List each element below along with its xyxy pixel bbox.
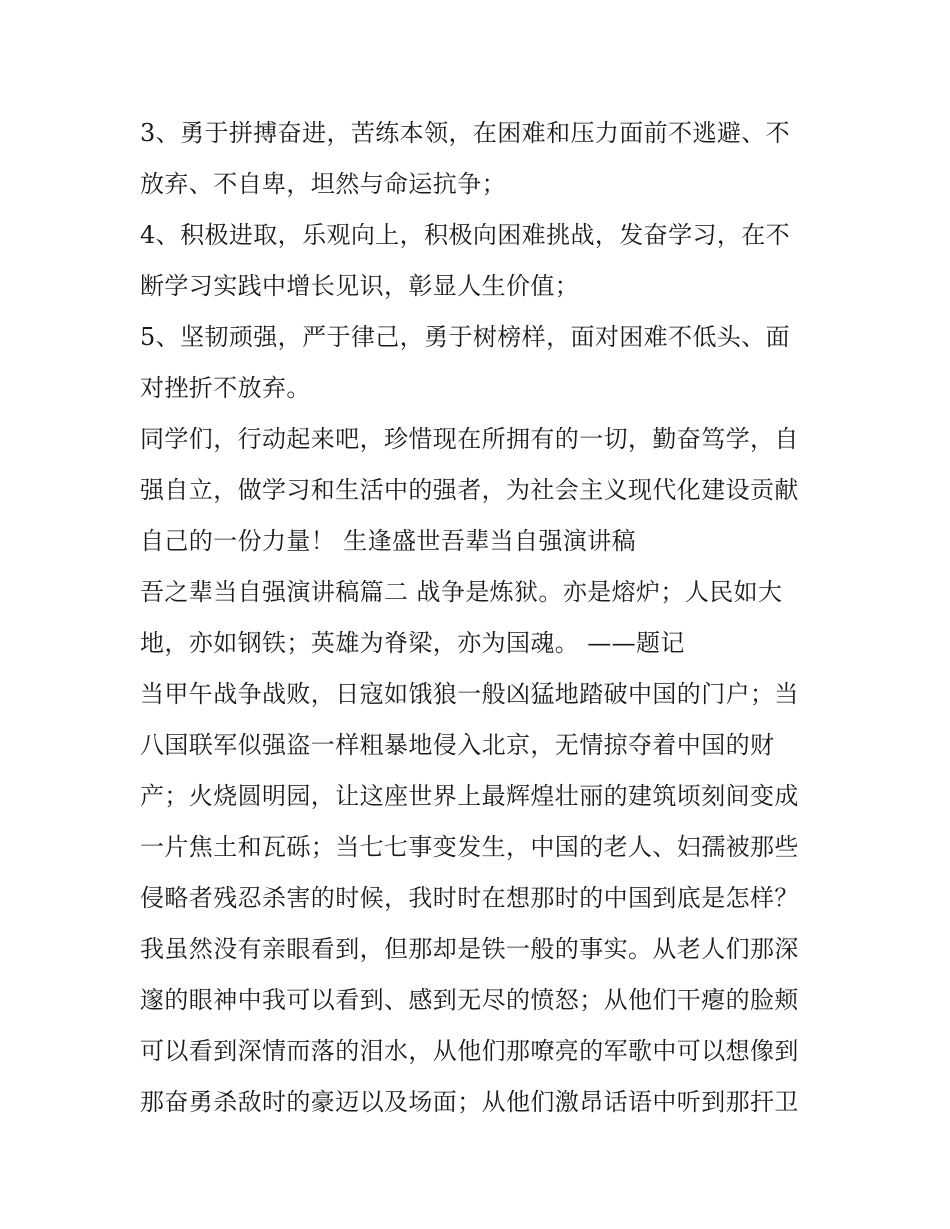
body-text (140, 108, 820, 1128)
text-line-7: 同学们，行动起来吧，珍惜现在所拥有的一切，勤奋笃学，自 (140, 425, 799, 453)
text-line-9: 自己的一份力量！ 生逢盛世吾辈当自强演讲稿 (140, 527, 637, 555)
text-line-18: 邃的眼神中我可以看到、感到无尽的愤怒；从他们干瘪的脸颊 (140, 986, 799, 1014)
text-line-15: 一片焦土和瓦砾；当七七事变发生，中国的老人、妇孺被那些 (140, 833, 799, 861)
text-line-13: 八国联军似强盗一样粗暴地侵入北京，无情掠夺着中国的财 (140, 731, 775, 759)
text-line-5: 5、坚韧顽强，严于律己，勇于树榜样，面对困难不低头、面 (140, 323, 791, 351)
text-line-1: 3、勇于拼搏奋进，苦练本领，在困难和压力面前不逃避、不 (140, 119, 791, 147)
text-line-6: 对挫折不放弃。 (140, 374, 311, 402)
text-line-2: 放弃、不自卑，坦然与命运抗争； (140, 170, 506, 198)
text-line-11: 地，亦如钢铁；英雄为脊梁，亦为国魂。 ——题记 (140, 629, 685, 657)
text-line-8: 强自立，做学习和生活中的强者，为社会主义现代化建设贡献 (140, 476, 799, 504)
text-line-14: 产；火烧圆明园，让这座世界上最辉煌壮丽的建筑顷刻间变成 (140, 782, 799, 810)
text-line-20: 那奋勇杀敌时的豪迈以及场面；从他们激昂话语中听到那扞卫 (140, 1088, 799, 1116)
text-line-16: 侵略者残忍杀害的时候，我时时在想那时的中国到底是怎样？ (140, 884, 799, 912)
text-line-4: 断学习实践中增长见识，彰显人生价值； (140, 272, 580, 300)
text-line-12: 当甲午战争战败，日寇如饿狼一般凶猛地踏破中国的门户；当 (140, 680, 799, 708)
text-line-3: 4、积极进取，乐观向上，积极向困难挑战，发奋学习，在不 (140, 221, 791, 249)
text-line-19: 可以看到深情而落的泪水，从他们那嘹亮的军歌中可以想像到 (140, 1037, 799, 1065)
text-line-10: 吾之辈当自强演讲稿篇二 战争是炼狱。亦是熔炉；人民如大 (140, 578, 783, 606)
text-line-17: 我虽然没有亲眼看到，但那却是铁一般的事实。从老人们那深 (140, 935, 799, 963)
